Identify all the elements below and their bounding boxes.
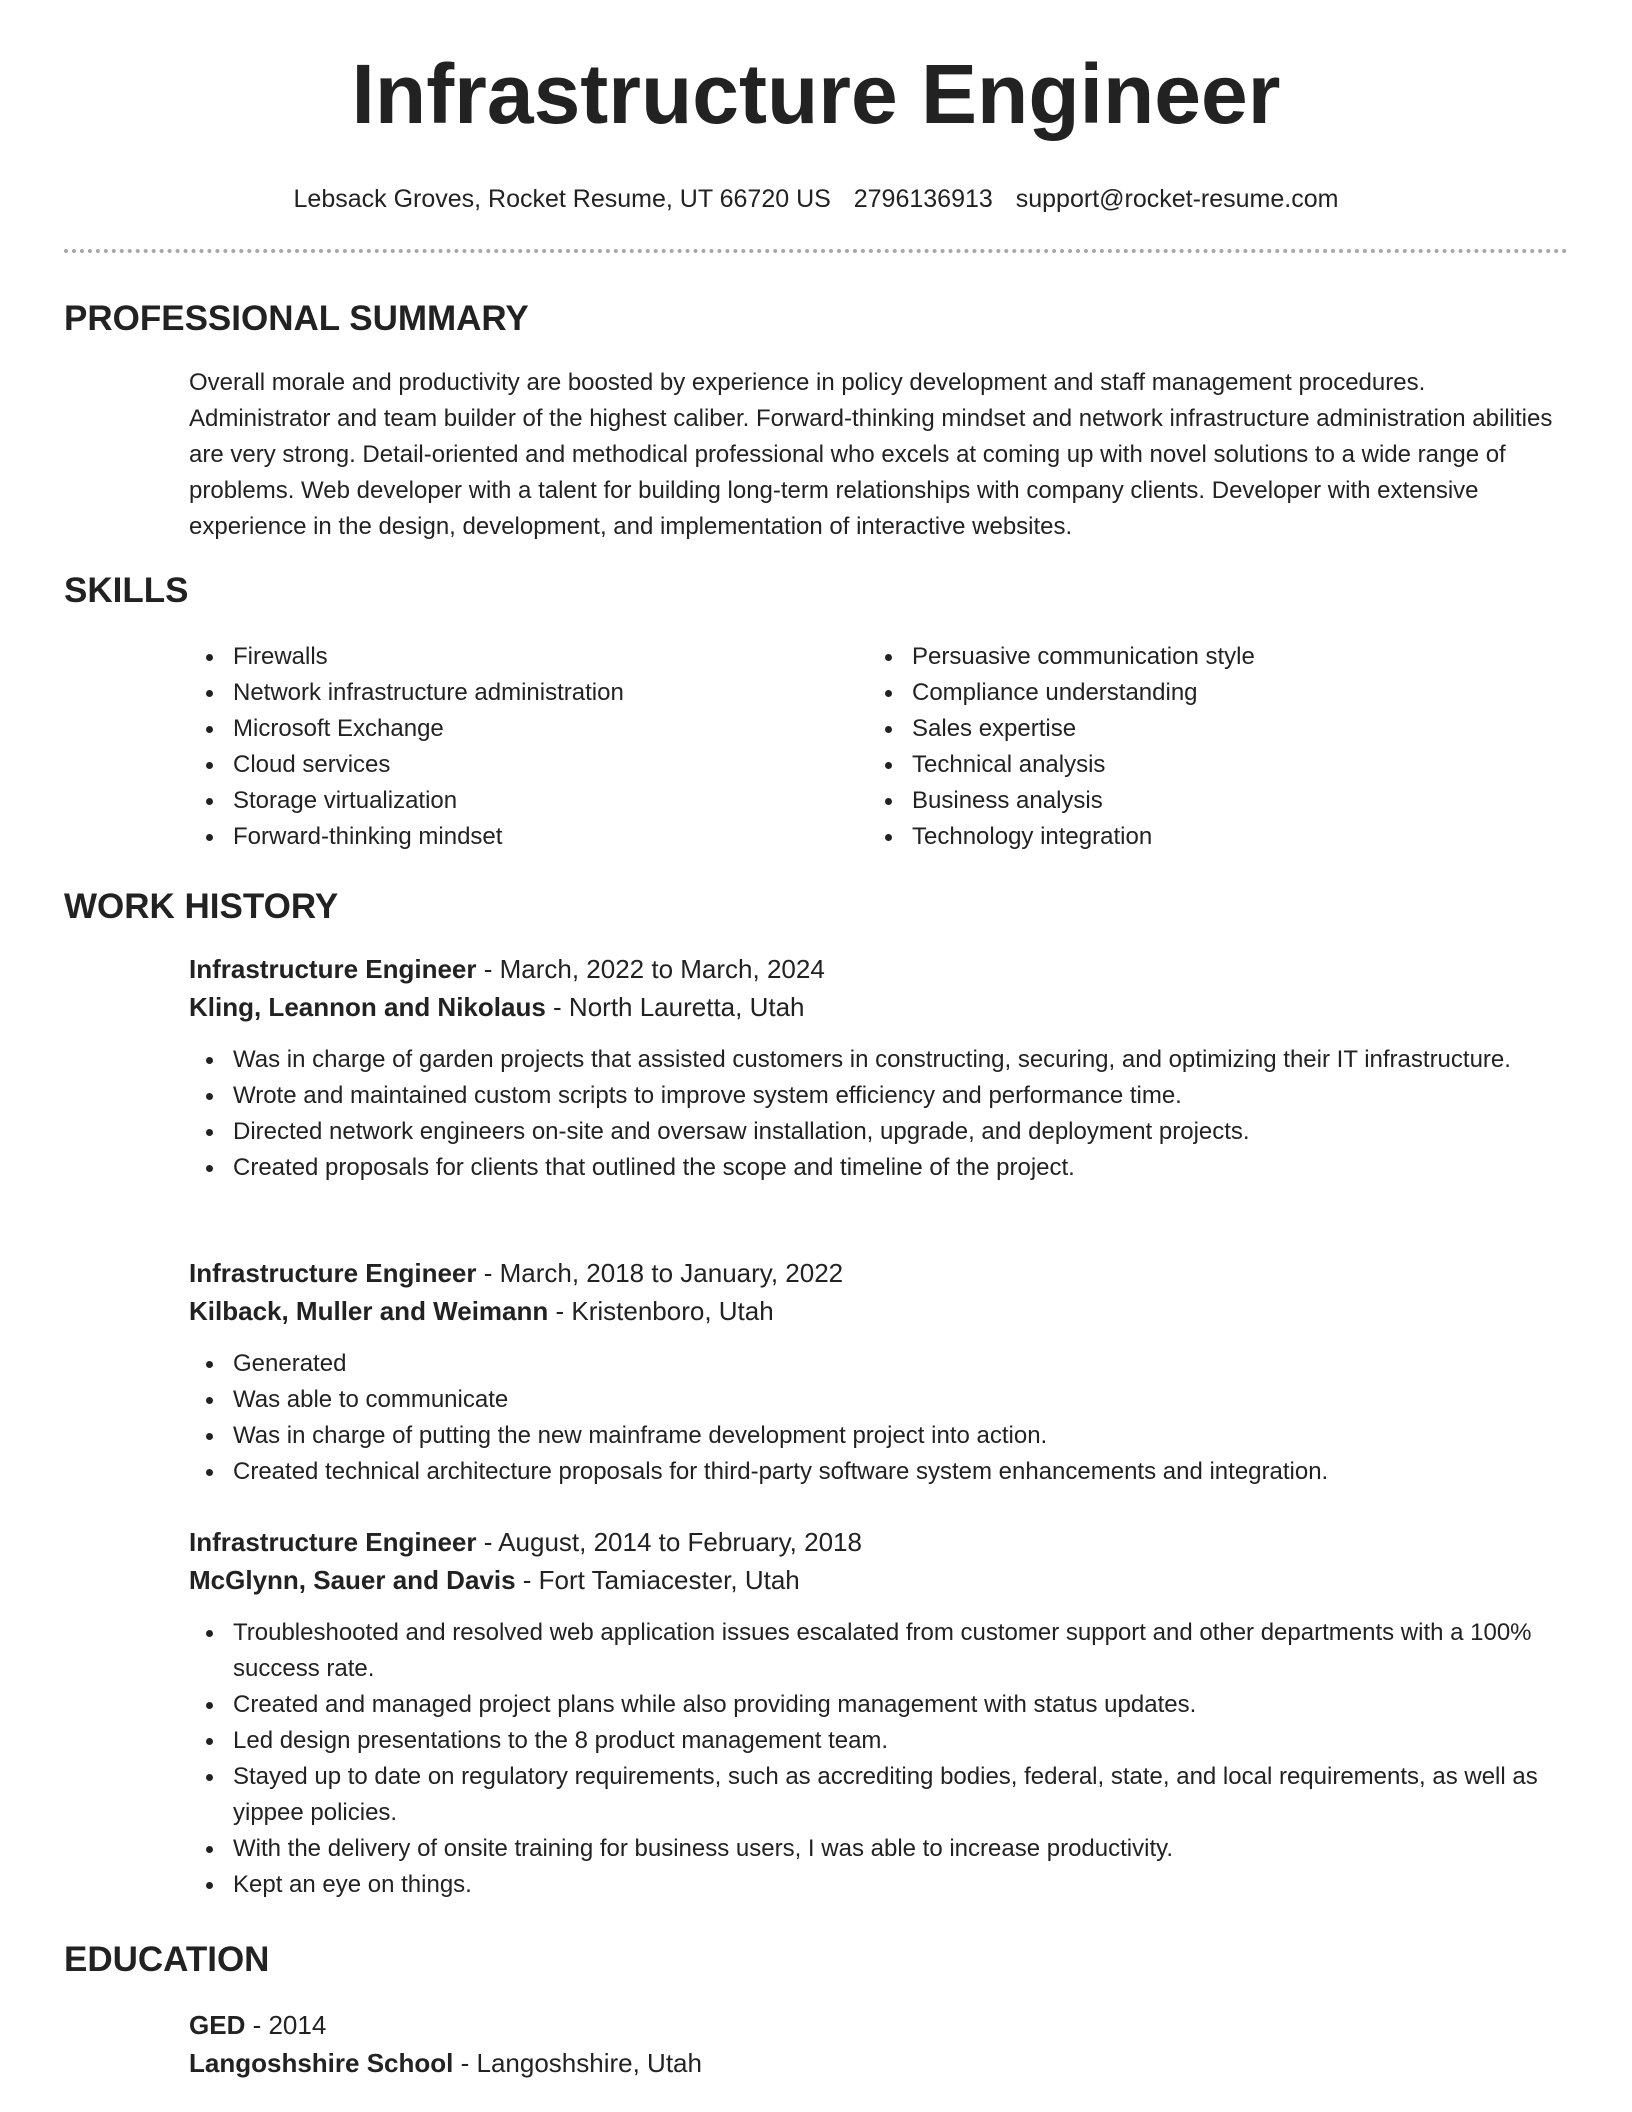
education-degree: GED	[189, 2010, 246, 2040]
skill-item: Sales expertise	[868, 711, 1548, 747]
job-role-line	[189, 1523, 1569, 1561]
education-entry	[189, 2006, 1569, 2082]
job-location: - Kristenboro, Utah	[548, 1296, 774, 1326]
job-bullet: Created and managed project plans while also providing management with status updates.	[189, 1687, 1569, 1723]
resume-title: Infrastructure Engineer	[351, 47, 1281, 141]
education-year: - 2014	[245, 2010, 327, 2040]
job-bullet: Kept an eye on things.	[189, 1867, 1569, 1903]
job-bullet: Generated	[189, 1346, 1569, 1382]
skill-item: Network infrastructure administration	[189, 675, 849, 711]
job-bullets	[189, 1346, 1569, 1490]
skills-list-right	[868, 639, 1548, 855]
summary-text: Overall morale and productivity are boosted by experience in policy development and staff management procedures. Administrator and team builder of the highest caliber. Forward-thinking mindset and network infrastructure administration abilities are very strong. Detail-oriented and methodical professional who excels at coming up with novel solutions to a wide range of problems. Web developer with a talent for building long-term relationships with company clients. Developer with extensive experience in the design, development, and implementation of interactive websites.	[189, 369, 1553, 540]
skill-item: Cloud services	[189, 747, 849, 783]
education-location: - Langoshshire, Utah	[453, 2048, 702, 2078]
job-company: McGlynn, Sauer and Davis	[189, 1565, 516, 1595]
work-heading: WORK HISTORY	[64, 887, 339, 926]
job-role: Infrastructure Engineer	[189, 1258, 477, 1288]
skill-item: Business analysis	[868, 783, 1548, 819]
job-bullets	[189, 1615, 1569, 1903]
skill-item: Persuasive communication style	[868, 639, 1548, 675]
job-entry	[189, 950, 1569, 1186]
job-bullet: Was in charge of putting the new mainframe development project into action.	[189, 1418, 1569, 1454]
job-company: Kilback, Muller and Weimann	[189, 1296, 549, 1326]
summary-heading: PROFESSIONAL SUMMARY	[64, 299, 529, 338]
contact-email: support@rocket-resume.com	[1015, 185, 1339, 213]
skill-item: Technology integration	[868, 819, 1548, 855]
contact-address: Lebsack Groves, Rocket Resume, UT 66720 US	[293, 185, 831, 213]
education-school-line	[189, 2044, 1569, 2082]
skills-heading: SKILLS	[64, 571, 189, 610]
job-role-line	[189, 950, 1569, 988]
job-location: - Fort Tamiacester, Utah	[515, 1565, 800, 1595]
job-role: Infrastructure Engineer	[189, 1527, 477, 1557]
job-bullet: Was in charge of garden projects that assisted customers in constructing, securing, and optimizing their IT infrastructure.	[189, 1042, 1569, 1078]
job-bullet: Troubleshooted and resolved web application issues escalated from customer support and other departments with a 100% success rate.	[189, 1615, 1569, 1687]
job-company-line	[189, 1561, 1569, 1599]
job-dates: - March, 2018 to January, 2022	[476, 1258, 844, 1288]
job-dates: - March, 2022 to March, 2024	[476, 954, 825, 984]
job-bullet: Was able to communicate	[189, 1382, 1569, 1418]
job-bullet: Led design presentations to the 8 product management team.	[189, 1723, 1569, 1759]
job-company-line	[189, 988, 1569, 1026]
education-school: Langoshshire School	[189, 2048, 454, 2078]
contact-line	[0, 184, 1632, 214]
education-degree-line	[189, 2006, 1569, 2044]
job-bullet: Stayed up to date on regulatory requirements, such as accrediting bodies, federal, state, and local requirements, as well as yippee policies.	[189, 1759, 1569, 1831]
job-entry	[189, 1523, 1569, 1903]
job-location: - North Lauretta, Utah	[545, 992, 805, 1022]
education-heading: EDUCATION	[64, 1940, 270, 1979]
job-bullets	[189, 1042, 1569, 1186]
job-bullet: Wrote and maintained custom scripts to improve system efficiency and performance time.	[189, 1078, 1569, 1114]
skill-item: Firewalls	[189, 639, 849, 675]
skill-item: Forward-thinking mindset	[189, 819, 849, 855]
header-divider	[64, 249, 1568, 253]
job-entry	[189, 1254, 1569, 1490]
job-company: Kling, Leannon and Nikolaus	[189, 992, 546, 1022]
skills-list-left	[189, 639, 849, 855]
job-bullet: Directed network engineers on-site and oversaw installation, upgrade, and deployment projects.	[189, 1114, 1569, 1150]
skill-item: Microsoft Exchange	[189, 711, 849, 747]
skill-item: Compliance understanding	[868, 675, 1548, 711]
contact-phone: 2796136913	[853, 185, 993, 213]
job-dates: - August, 2014 to February, 2018	[476, 1527, 862, 1557]
job-bullet: With the delivery of onsite training for business users, I was able to increase productivity.	[189, 1831, 1569, 1867]
job-bullet: Created proposals for clients that outlined the scope and timeline of the project.	[189, 1150, 1569, 1186]
skill-item: Storage virtualization	[189, 783, 849, 819]
job-bullet: Created technical architecture proposals for third-party software system enhancements and integration.	[189, 1454, 1569, 1490]
job-role-line	[189, 1254, 1569, 1292]
job-role: Infrastructure Engineer	[189, 954, 477, 984]
skill-item: Technical analysis	[868, 747, 1548, 783]
job-company-line	[189, 1292, 1569, 1330]
